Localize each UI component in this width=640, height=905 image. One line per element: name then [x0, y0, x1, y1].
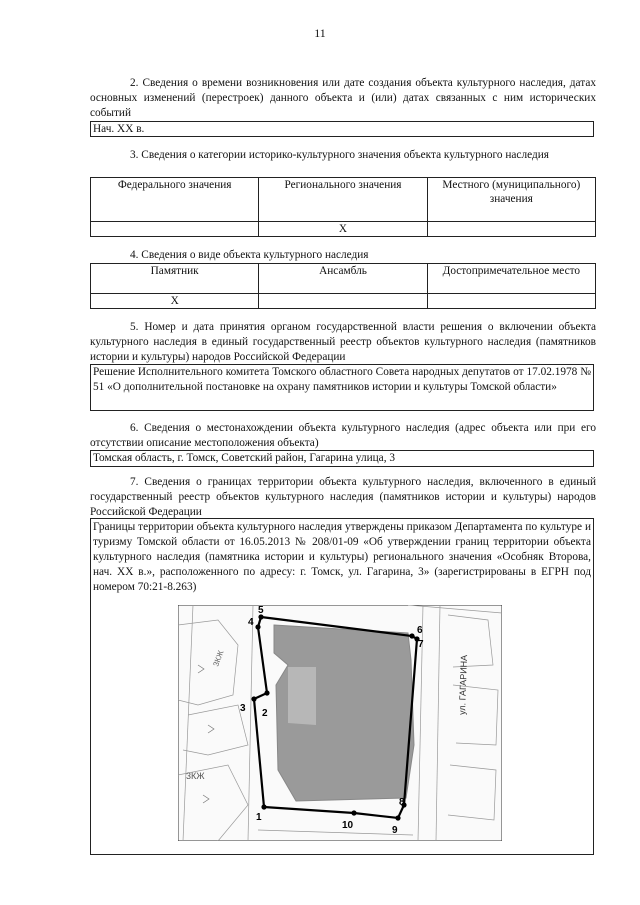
point-label-2: 2: [262, 708, 268, 719]
type-ensemble-header: Ансамбль: [259, 264, 427, 294]
category-table: [90, 177, 596, 237]
point-label-5: 5: [258, 605, 264, 616]
section-5-heading: 5. Номер и дата принятия органом государственной власти решения о включении объекта культурного наследия в единый государственный реестр объектов культурного наследия (памятников истории и культуры) народов Российской Федерации: [90, 321, 596, 363]
category-regional-mark: X: [259, 222, 427, 237]
type-ensemble-mark: [259, 294, 427, 309]
boundary-point-1: [261, 804, 266, 809]
boundary-point-3: [251, 696, 256, 701]
point-label-8: 8: [399, 797, 405, 808]
section-6-heading: 6. Сведения о местонахождении объекта культурного наследия (адрес объекта или при его отсутствии описание местоположения объекта): [90, 422, 596, 449]
point-label-6: 6: [417, 625, 423, 636]
type-table: [90, 263, 596, 309]
point-label-9: 9: [392, 825, 398, 836]
type-landmark-mark: [427, 294, 595, 309]
street-label: ул. ГАГАРИНА: [457, 654, 470, 716]
boundary-point-2: [264, 690, 269, 695]
boundary-map: [178, 605, 502, 841]
category-federal-header: Федерального значения: [91, 178, 259, 222]
building-courtyard: [288, 667, 316, 725]
category-regional-header: Регионального значения: [259, 178, 427, 222]
map-label-left: 3КЖ: [186, 771, 205, 781]
type-landmark-header: Достопримечательное место: [427, 264, 595, 294]
boundary-point-4: [255, 624, 260, 629]
section-6-value: Томская область, г. Томск, Советский район, Гагарина улица, 3: [90, 450, 594, 467]
type-monument-mark: X: [91, 294, 259, 309]
point-label-3: 3: [240, 703, 246, 714]
boundary-point-6: [409, 633, 414, 638]
section-2-value: Нач. XX в.: [90, 121, 594, 137]
point-label-10: 10: [342, 820, 354, 831]
point-label-7: 7: [418, 639, 424, 650]
category-federal-mark: [91, 222, 259, 237]
section-7-value: Границы территории объекта культурного наследия утверждены приказом Департамента по культуре и туризму Томской области от 16.05.2013 № 208/01-09 «Об утверждении границ территории объекта культурного наследия (памятника истории и культуры) регионального значения «Особняк Второва, нач. XX в.», расположенного по адресу: г. Томск, ул. Гагарина, 3» (зарегистрированы в ЕГРН под номером 70:21-8.263): [93, 521, 591, 593]
category-local-header: Местного (муниципального) значения: [427, 178, 595, 222]
type-monument-header: Памятник: [91, 264, 259, 294]
category-local-mark: [427, 222, 595, 237]
point-label-1: 1: [256, 812, 262, 823]
page-number: 11: [314, 26, 326, 40]
boundary-point-9: [395, 815, 400, 820]
map-label-top: 3КЖ: [211, 649, 226, 668]
section-2-heading: 2. Сведения о времени возникновения или дате создания объекта культурного наследия, датах основных изменений (перестроек) данного объекта и (или) датах связанных с ним исторических событий: [90, 77, 596, 119]
boundary-point-10: [351, 810, 356, 815]
section-7-heading: 7. Сведения о границах территории объекта культурного наследия, включенного в единый государственный реестр объектов культурного наследия (памятников истории и культуры) народов Российской Федерации: [90, 476, 596, 518]
section-4-heading: 4. Сведения о виде объекта культурного наследия: [130, 249, 369, 261]
section-5-value: Решение Исполнительного комитета Томского областного Совета народных депутатов от 17.02.1978 № 51 «О дополнительной постановке на охрану памятников истории и культуры Томской области»: [90, 364, 594, 411]
point-label-4: 4: [248, 617, 254, 628]
section-3-heading: 3. Сведения о категории историко-культурного значения объекта культурного наследия: [130, 149, 549, 161]
